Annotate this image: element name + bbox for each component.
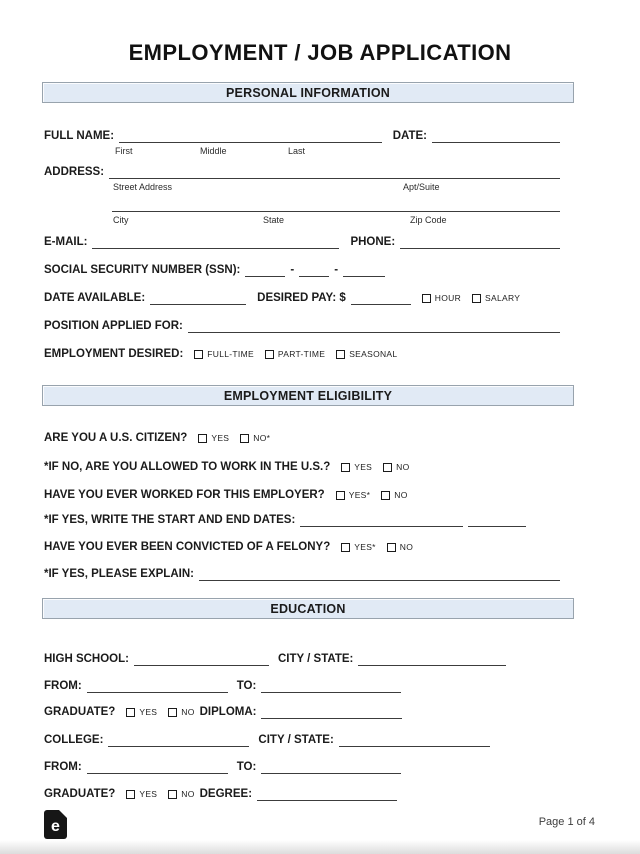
college-row [44,732,560,747]
checkbox-option-felony-no[interactable] [387,541,413,554]
checkbox-option-full-time[interactable] [194,348,254,361]
state-sublabel: State [263,215,285,225]
hs-city-state-label: CITY / STATE: [277,653,354,665]
hs-from-to-row [44,678,560,693]
start-end-dates-row [44,512,560,527]
checkbox-option-citizen-yes[interactable] [198,432,229,445]
high-school-row [44,651,560,666]
position-applied-row [44,318,560,333]
section-header-education [42,598,574,619]
checkbox-option-worked-no[interactable] [381,489,407,502]
phone-label: PHONE: [350,236,396,248]
hs-city-state-input[interactable] [358,652,506,666]
hs-diploma-label: DIPLOMA: [199,706,257,718]
worked-yes-checkbox-label: YES* [348,490,371,500]
checkbox-option-hs-graduate-no[interactable] [168,706,194,719]
page-number-label: Page 1 of 4 [538,816,595,828]
checkbox-option-college-graduate-no[interactable] [168,788,194,801]
section-header-personal-label: PERSONAL INFORMATION [226,85,390,100]
full-name-input[interactable] [119,129,382,143]
checkbox-option-felony-yes[interactable] [341,541,376,554]
part-time-checkbox-icon[interactable] [265,350,274,359]
college-city-state-input[interactable] [339,733,490,747]
college-to-label: TO: [236,761,257,773]
hour-checkbox-icon[interactable] [422,294,431,303]
date-input[interactable] [432,129,560,143]
page-bottom-shadow [0,840,640,854]
full-time-checkbox-icon[interactable] [194,350,203,359]
city-sublabel: City [113,215,129,225]
college-from-label: FROM: [44,761,82,773]
position-applied-label: POSITION APPLIED FOR: [44,320,183,332]
eforms-document-logo-icon [44,810,67,839]
date-available-label: DATE AVAILABLE: [44,292,146,304]
high-school-label: HIGH SCHOOL: [44,653,129,665]
full-name-sublabels [44,146,584,157]
hs-graduate-yes-checkbox-label: YES [139,707,158,717]
checkbox-option-hs-graduate-yes[interactable] [126,706,157,719]
worked-yes-checkbox-icon[interactable] [336,491,345,500]
allowed-yes-checkbox-icon[interactable] [341,463,350,472]
checkbox-option-allowed-no[interactable] [383,461,409,474]
hs-graduate-yes-checkbox-icon[interactable] [126,708,135,717]
felony-no-checkbox-label: NO [399,542,414,552]
email-input[interactable] [92,235,339,249]
worked-before-question-row [44,487,560,502]
worked-no-checkbox-label: NO [394,490,408,500]
felony-explain-label: *IF YES, PLEASE EXPLAIN: [44,568,194,580]
citizen-no-checkbox-label: NO* [253,433,271,443]
college-graduate-no-checkbox-label: NO [181,789,195,799]
start-end-dates-input-1[interactable] [300,513,463,527]
salary-checkbox-label: SALARY [485,293,521,303]
allowed-yes-checkbox-label: YES [354,462,373,472]
college-graduate-no-checkbox-icon[interactable] [168,790,177,799]
date-available-pay-row [44,290,560,305]
college-from-input[interactable] [87,760,228,774]
date-label: DATE: [392,130,427,142]
ssn-input-2[interactable] [299,263,329,277]
full-time-checkbox-label: FULL-TIME [207,349,254,359]
felony-question-row [44,539,560,554]
checkbox-option-hour[interactable] [422,292,461,305]
logo-letter: e [51,818,60,835]
address-row [44,164,560,179]
hs-from-label: FROM: [44,680,82,692]
college-to-input[interactable] [261,760,401,774]
section-header-personal-information [42,82,574,103]
citizen-yes-checkbox-icon[interactable] [198,434,207,443]
seasonal-checkbox-label: SEASONAL [349,349,398,359]
allowed-to-work-question-row [44,459,560,474]
citizen-question-row [44,430,560,445]
allowed-no-checkbox-icon[interactable] [383,463,392,472]
hs-from-input[interactable] [87,679,228,693]
college-degree-input[interactable] [257,787,397,801]
ssn-separator-1: - [290,264,295,276]
desired-pay-input[interactable] [351,291,411,305]
high-school-input[interactable] [134,652,269,666]
position-applied-input[interactable] [188,319,560,333]
ssn-separator-2: - [334,264,339,276]
citizen-yes-checkbox-label: YES [211,433,230,443]
college-city-state-label: CITY / STATE: [258,734,334,746]
address-label: ADDRESS: [44,166,105,178]
page-title: EMPLOYMENT / JOB APPLICATION [128,40,512,65]
full-name-label: FULL NAME: [44,130,115,142]
felony-yes-checkbox-label: YES* [354,542,376,552]
desired-pay-label: DESIRED PAY: $ [257,292,346,304]
seasonal-checkbox-icon[interactable] [336,350,345,359]
full-name-row [44,128,560,143]
ssn-input-3[interactable] [343,263,385,277]
city-state-zip-row [112,197,560,212]
hs-to-label: TO: [236,680,257,692]
start-end-dates-label: *IF YES, WRITE THE START AND END DATES: [44,514,296,526]
salary-checkbox-icon[interactable] [472,294,481,303]
address-sublabels-1 [44,182,584,193]
checkbox-option-seasonal[interactable] [336,348,397,361]
employment-desired-label: EMPLOYMENT DESIRED: [44,348,184,360]
college-graduate-label: GRADUATE? [44,788,116,800]
citizen-question-label: ARE YOU A U.S. CITIZEN? [44,432,188,444]
college-from-to-row [44,759,560,774]
college-graduate-row [44,786,560,801]
checkbox-option-part-time[interactable] [265,348,325,361]
checkbox-option-college-graduate-yes[interactable] [126,788,157,801]
street-address-sublabel: Street Address [113,182,173,192]
hs-graduate-label: GRADUATE? [44,706,116,718]
date-available-input[interactable] [150,291,246,305]
checkbox-option-citizen-no[interactable] [240,432,270,445]
street-address-input[interactable] [109,165,560,179]
felony-explain-input[interactable] [199,567,560,581]
city-state-zip-input[interactable] [112,198,560,212]
hs-to-input[interactable] [261,679,401,693]
hour-checkbox-label: HOUR [434,293,462,303]
address-sublabels-2 [44,215,584,226]
hs-diploma-input[interactable] [261,705,402,719]
college-graduate-yes-checkbox-icon[interactable] [126,790,135,799]
hs-graduate-row [44,704,560,719]
part-time-checkbox-label: PART-TIME [277,349,326,359]
felony-explain-row [44,566,560,581]
college-input[interactable] [108,733,249,747]
email-label: E-MAIL: [44,236,88,248]
worked-before-question-label: HAVE YOU EVER WORKED FOR THIS EMPLOYER? [44,489,325,501]
felony-no-checkbox-icon[interactable] [387,543,396,552]
section-header-employment-eligibility [42,385,574,406]
college-degree-label: DEGREE: [199,788,253,800]
phone-input[interactable] [400,235,560,249]
apt-suite-sublabel: Apt/Suite [403,182,440,192]
section-header-education-label: EDUCATION [270,601,346,616]
felony-question-label: HAVE YOU EVER BEEN CONVICTED OF A FELONY? [44,541,331,553]
citizen-no-checkbox-icon[interactable] [240,434,249,443]
checkbox-option-allowed-yes[interactable] [341,461,372,474]
worked-no-checkbox-icon[interactable] [381,491,390,500]
ssn-label: SOCIAL SECURITY NUMBER (SSN): [44,264,241,276]
hs-graduate-no-checkbox-label: NO [181,707,195,717]
ssn-input-1[interactable] [245,263,285,277]
start-end-dates-input-2[interactable] [468,513,526,527]
felony-yes-checkbox-icon[interactable] [341,543,350,552]
first-name-sublabel: First [115,146,133,156]
college-graduate-yes-checkbox-label: YES [139,789,158,799]
college-label: COLLEGE: [44,734,104,746]
checkbox-option-worked-yes[interactable] [336,489,371,502]
middle-name-sublabel: Middle [200,146,227,156]
zip-code-sublabel: Zip Code [410,215,447,225]
last-name-sublabel: Last [288,146,306,156]
email-phone-row [44,234,560,249]
allowed-to-work-question-label: *IF NO, ARE YOU ALLOWED TO WORK IN THE U.S.? [44,461,331,473]
hs-graduate-no-checkbox-icon[interactable] [168,708,177,717]
employment-desired-row [44,346,560,361]
ssn-row [44,262,560,277]
allowed-no-checkbox-label: NO [396,462,410,472]
section-header-eligibility-label: EMPLOYMENT ELIGIBILITY [223,388,393,403]
checkbox-option-salary[interactable] [472,292,520,305]
